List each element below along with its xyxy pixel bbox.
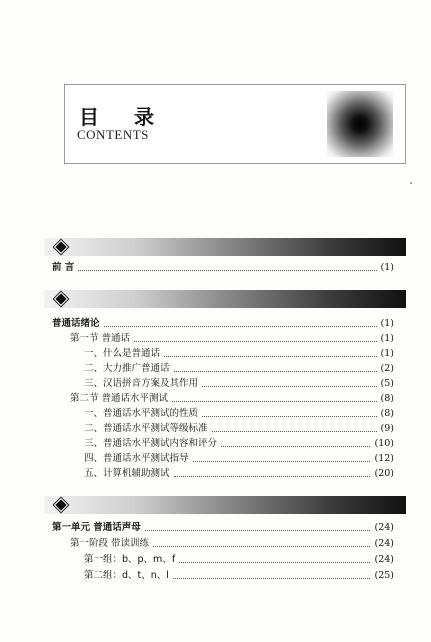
toc-entry-label: 第一节 普通话 [70,333,131,344]
leader-dots [202,385,377,387]
toc-page-number: (10) [374,438,394,449]
toc-entry-label: 四、普通话水平测试指导 [84,453,189,464]
toc-page-number: (25) [374,570,394,581]
page-title: 目 录 [79,105,168,129]
toc-page-number: (9) [380,423,394,434]
toc-page-number: (1) [380,333,394,344]
leader-dots [153,545,370,547]
leader-dots [104,325,377,327]
leader-dots [134,340,377,342]
toc-entry-label: 第一阶段 带读训练 [70,538,150,549]
leader-dots [202,415,377,417]
leader-dots [172,400,377,402]
toc-entry-label: 一、普通话水平测试的性质 [84,408,199,419]
toc-entry[interactable] [84,376,394,391]
section-band-1 [44,238,406,256]
section-band-2 [44,290,406,308]
toc-entry-label: 二、大力推广普通话 [84,363,170,374]
leader-dots [179,561,370,563]
toc-entry[interactable] [84,568,394,583]
leader-dots [193,460,371,462]
toc-page-number: (24) [374,554,394,565]
toc-entry[interactable] [84,406,394,421]
leader-dots [174,370,377,372]
toc-entry[interactable] [84,451,394,466]
toc-page-number: (20) [374,468,394,479]
toc-entry-label: 第一组：b、p、m、f [84,554,176,565]
toc-page-number: (2) [380,363,394,374]
toc-entry-label: 三、汉语拼音方案及其作用 [84,378,199,389]
toc-entry-label: 第一单元 普通话声母 [52,522,141,533]
leader-dots [174,475,371,477]
decorative-gradient-square [327,91,393,157]
toc-entry[interactable] [70,536,394,551]
leader-dots [164,355,377,357]
toc-page-number: (1) [380,318,394,329]
toc-page-number: (8) [380,393,394,404]
toc-page-number: (1) [380,348,394,359]
toc-page-number: (24) [374,522,394,533]
toc-entry-label: 一、什么是普通话 [84,348,161,359]
leader-dots [212,430,377,432]
toc-entry[interactable] [70,391,394,406]
decorative-speck [410,182,412,184]
toc-entry[interactable] [52,316,394,331]
toc-entry[interactable] [52,520,394,535]
leader-dots [78,269,376,271]
leader-dots [221,445,370,447]
toc-entry-label: 普通话绪论 [52,318,100,329]
toc-entry-label: 五、计算机辅助测试 [84,468,170,479]
toc-entry[interactable] [84,361,394,376]
page-subtitle: CONTENTS [77,127,149,142]
toc-entry-label: 第二节 普通话水平测试 [70,393,169,404]
section-band-3 [44,496,406,514]
toc-entry-preface[interactable] [52,260,394,275]
toc-page-number: (24) [374,538,394,549]
toc-entry-label: 前 言 [52,262,75,273]
toc-entry[interactable] [84,552,394,567]
toc-entry-label: 第二组：d、t、n、l [84,570,169,581]
toc-page-number: (1) [380,262,394,273]
toc-page-number: (5) [380,378,394,389]
contents-title-box [64,84,406,164]
leader-dots [173,577,371,579]
leader-dots [145,529,371,531]
toc-entry[interactable] [84,466,394,481]
toc-entry[interactable] [70,331,394,346]
toc-page-number: (12) [374,453,394,464]
toc-entry-label: 三、普通话水平测试内容和评分 [84,438,218,449]
toc-page-number: (8) [380,408,394,419]
toc-entry[interactable] [84,421,394,436]
toc-entry[interactable] [84,346,394,361]
toc-entry[interactable] [84,436,394,451]
toc-entry-label: 二、普通话水平测试等级标准 [84,423,208,434]
